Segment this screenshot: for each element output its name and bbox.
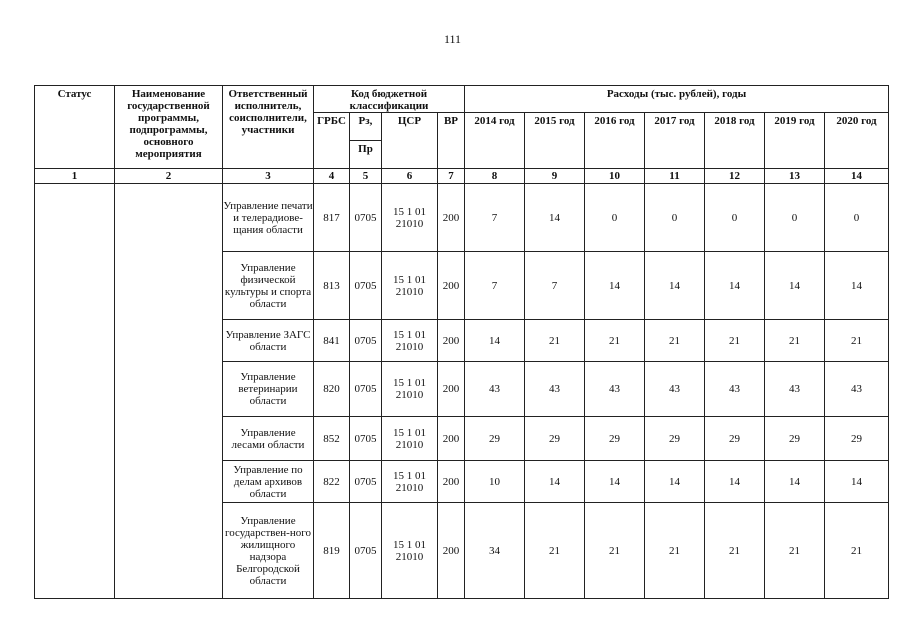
column-number: 12 <box>705 169 765 184</box>
vr-cell: 200 <box>438 503 465 599</box>
value-cell: 29 <box>825 417 889 461</box>
value-cell: 14 <box>825 461 889 503</box>
executor-cell: Управление печати и телерадиове-щания области <box>223 184 314 252</box>
column-number: 6 <box>382 169 438 184</box>
vr-cell: 200 <box>438 362 465 417</box>
value-cell: 0 <box>825 184 889 252</box>
value-cell: 14 <box>705 252 765 320</box>
value-cell: 14 <box>585 461 645 503</box>
value-cell: 21 <box>585 320 645 362</box>
header-year: 2015 год <box>525 113 585 169</box>
header-year: 2017 год <box>645 113 705 169</box>
value-cell: 14 <box>585 252 645 320</box>
header-grbs: ГРБС <box>314 113 350 169</box>
vr-cell: 200 <box>438 320 465 362</box>
executor-cell: Управление ЗАГС области <box>223 320 314 362</box>
csr-cell: 15 1 01 21010 <box>382 503 438 599</box>
csr-cell: 15 1 01 21010 <box>382 320 438 362</box>
header-year: 2016 год <box>585 113 645 169</box>
value-cell: 14 <box>645 461 705 503</box>
value-cell: 21 <box>525 320 585 362</box>
executor-cell: Управление ветеринарии области <box>223 362 314 417</box>
value-cell: 43 <box>705 362 765 417</box>
value-cell: 29 <box>525 417 585 461</box>
csr-cell: 15 1 01 21010 <box>382 362 438 417</box>
grbs-cell: 820 <box>314 362 350 417</box>
header-status: Статус <box>35 86 115 169</box>
header-year: 2020 год <box>825 113 889 169</box>
value-cell: 21 <box>585 503 645 599</box>
value-cell: 43 <box>525 362 585 417</box>
column-number: 4 <box>314 169 350 184</box>
value-cell: 14 <box>465 320 525 362</box>
value-cell: 29 <box>765 417 825 461</box>
value-cell: 29 <box>645 417 705 461</box>
column-number: 14 <box>825 169 889 184</box>
header-rz: Рз, <box>350 113 382 141</box>
value-cell: 14 <box>525 461 585 503</box>
value-cell: 43 <box>825 362 889 417</box>
value-cell: 10 <box>465 461 525 503</box>
value-cell: 29 <box>705 417 765 461</box>
rzpr-cell: 0705 <box>350 417 382 461</box>
value-cell: 21 <box>765 320 825 362</box>
value-cell: 21 <box>825 320 889 362</box>
column-number: 1 <box>35 169 115 184</box>
csr-cell: 15 1 01 21010 <box>382 461 438 503</box>
value-cell: 14 <box>765 461 825 503</box>
value-cell: 7 <box>465 252 525 320</box>
page-number: 111 <box>443 32 462 46</box>
value-cell: 7 <box>525 252 585 320</box>
grbs-cell: 841 <box>314 320 350 362</box>
vr-cell: 200 <box>438 252 465 320</box>
value-cell: 43 <box>765 362 825 417</box>
value-cell: 21 <box>645 503 705 599</box>
column-number: 9 <box>525 169 585 184</box>
csr-cell: 15 1 01 21010 <box>382 252 438 320</box>
value-cell: 29 <box>585 417 645 461</box>
vr-cell: 200 <box>438 417 465 461</box>
grbs-cell: 852 <box>314 417 350 461</box>
column-number: 7 <box>438 169 465 184</box>
rzpr-cell: 0705 <box>350 503 382 599</box>
grbs-cell: 822 <box>314 461 350 503</box>
column-number: 11 <box>645 169 705 184</box>
header-csr: ЦСР <box>382 113 438 169</box>
header-budget-code: Код бюджетной классификации <box>314 86 465 113</box>
csr-cell: 15 1 01 21010 <box>382 417 438 461</box>
value-cell: 14 <box>825 252 889 320</box>
column-number-row <box>35 169 889 184</box>
value-cell: 0 <box>585 184 645 252</box>
value-cell: 29 <box>465 417 525 461</box>
column-number: 10 <box>585 169 645 184</box>
value-cell: 0 <box>765 184 825 252</box>
header-expenses: Расходы (тыс. рублей), годы <box>465 86 889 113</box>
header-responsible: Ответственный исполнитель, соисполнители, участники <box>223 86 314 169</box>
executor-cell: Управление лесами области <box>223 417 314 461</box>
grbs-cell: 813 <box>314 252 350 320</box>
value-cell: 43 <box>465 362 525 417</box>
column-number: 5 <box>350 169 382 184</box>
value-cell: 14 <box>525 184 585 252</box>
header-program-name: Наименование государственной программы, подпрограммы, основного мероприятия <box>115 86 223 169</box>
executor-cell: Управление физической культуры и спорта области <box>223 252 314 320</box>
vr-cell: 200 <box>438 461 465 503</box>
value-cell: 21 <box>825 503 889 599</box>
value-cell: 21 <box>645 320 705 362</box>
value-cell: 21 <box>525 503 585 599</box>
value-cell: 0 <box>645 184 705 252</box>
value-cell: 14 <box>645 252 705 320</box>
value-cell: 43 <box>645 362 705 417</box>
program-name-cell <box>115 184 223 599</box>
table-row <box>35 184 889 252</box>
header-year: 2018 год <box>705 113 765 169</box>
value-cell: 21 <box>765 503 825 599</box>
value-cell: 43 <box>585 362 645 417</box>
rzpr-cell: 0705 <box>350 461 382 503</box>
header-year: 2019 год <box>765 113 825 169</box>
column-number: 8 <box>465 169 525 184</box>
value-cell: 14 <box>765 252 825 320</box>
value-cell: 7 <box>465 184 525 252</box>
grbs-cell: 817 <box>314 184 350 252</box>
grbs-cell: 819 <box>314 503 350 599</box>
status-cell <box>35 184 115 599</box>
vr-cell: 200 <box>438 184 465 252</box>
rzpr-cell: 0705 <box>350 184 382 252</box>
budget-table <box>34 85 889 599</box>
header-year: 2014 год <box>465 113 525 169</box>
value-cell: 0 <box>705 184 765 252</box>
column-number: 2 <box>115 169 223 184</box>
value-cell: 34 <box>465 503 525 599</box>
value-cell: 21 <box>705 503 765 599</box>
value-cell: 21 <box>705 320 765 362</box>
header-vr: ВР <box>438 113 465 169</box>
rzpr-cell: 0705 <box>350 252 382 320</box>
rzpr-cell: 0705 <box>350 362 382 417</box>
executor-cell: Управление по делам архивов области <box>223 461 314 503</box>
csr-cell: 15 1 01 21010 <box>382 184 438 252</box>
column-number: 13 <box>765 169 825 184</box>
column-number: 3 <box>223 169 314 184</box>
value-cell: 14 <box>705 461 765 503</box>
header-pr: Пр <box>350 141 382 169</box>
rzpr-cell: 0705 <box>350 320 382 362</box>
executor-cell: Управление государствен-ного жилищного надзора Белгородской области <box>223 503 314 599</box>
